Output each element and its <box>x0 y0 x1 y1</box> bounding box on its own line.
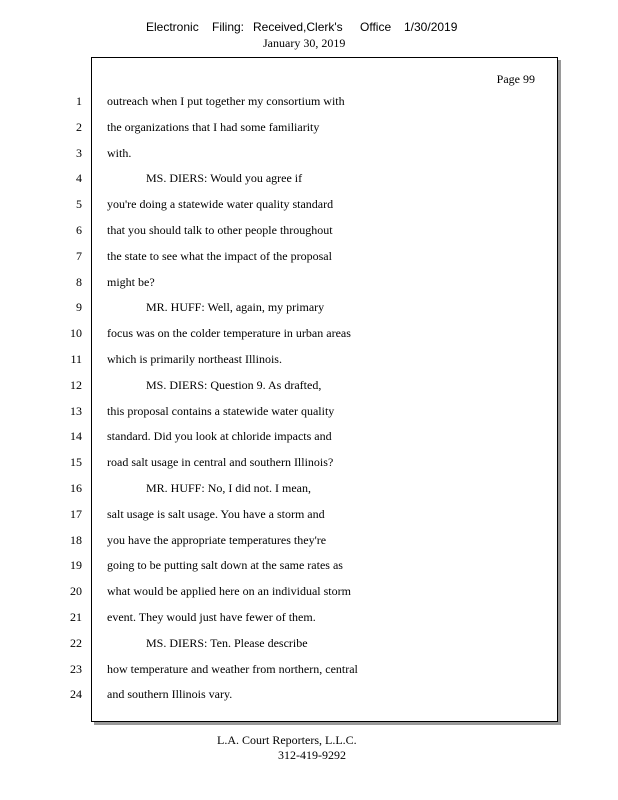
line-number: 11 <box>70 352 82 366</box>
transcript-line <box>0 685 618 703</box>
line-text: MS. DIERS: Would you agree if <box>146 171 303 186</box>
line-number: 23 <box>70 661 82 676</box>
filing-word-filing: Filing: <box>212 20 245 34</box>
line-number: 2 <box>76 119 82 134</box>
line-text: focus was on the colder temperature in urban areas <box>107 326 351 341</box>
reporter-phone: 312-419-9292 <box>278 748 346 762</box>
line-text: which is primarily northeast Illinois. <box>107 352 282 366</box>
line-number: 17 <box>70 506 82 521</box>
transcript-line <box>0 582 618 600</box>
line-text: you have the appropriate temperatures they're <box>107 532 327 547</box>
filing-word-electronic: Electronic <box>146 20 199 34</box>
transcript-line <box>0 479 618 497</box>
line-number: 22 <box>70 635 82 650</box>
line-text: MS. DIERS: Ten. Please describe <box>146 635 308 650</box>
transcript-line <box>0 660 618 678</box>
line-text: what would be applied here on an individual storm <box>107 584 351 599</box>
line-number: 8 <box>76 274 82 289</box>
line-text: standard. Did you look at chloride impacts and <box>107 429 332 444</box>
line-text: might be? <box>107 274 155 289</box>
line-number: 6 <box>76 223 82 237</box>
transcript-line <box>0 118 618 136</box>
line-number: 12 <box>70 377 82 392</box>
transcript-line <box>0 556 618 574</box>
header-date: January 30, 2019 <box>263 36 346 50</box>
line-text: salt usage is salt usage. You have a storm and <box>107 506 325 521</box>
line-number: 5 <box>76 197 82 212</box>
line-text: road salt usage in central and southern Illinois? <box>107 455 334 470</box>
transcript-line <box>0 195 618 213</box>
filing-word-received: Received,Clerk's <box>253 20 343 34</box>
transcript-line <box>0 531 618 549</box>
transcript-line <box>0 298 618 316</box>
transcript-line <box>0 144 618 162</box>
line-text: going to be putting salt down at the same rates as <box>107 558 343 573</box>
line-text: outreach when I put together my consortium with <box>107 94 345 108</box>
transcript-line <box>0 324 618 342</box>
line-text: event. They would just have fewer of them. <box>107 610 316 624</box>
line-text: and southern Illinois vary. <box>107 687 233 702</box>
line-number: 21 <box>70 610 82 624</box>
line-number: 20 <box>70 584 82 599</box>
line-number: 14 <box>70 429 82 444</box>
transcript-line <box>0 453 618 471</box>
line-text: that you should talk to other people throughout <box>107 223 333 237</box>
line-number: 9 <box>76 300 82 315</box>
line-text: the organizations that I had some familiarity <box>107 119 320 134</box>
line-number: 16 <box>70 481 82 495</box>
line-text: this proposal contains a statewide water quality <box>107 403 335 418</box>
line-number: 24 <box>70 687 82 702</box>
line-text: with. <box>107 145 132 160</box>
transcript-line <box>0 634 618 652</box>
filing-word-office: Office <box>360 20 392 34</box>
line-number: 7 <box>76 248 82 263</box>
page-number: Page 99 <box>496 72 535 86</box>
transcript-line <box>0 505 618 523</box>
transcript-line <box>0 427 618 445</box>
transcript-line <box>0 376 618 394</box>
line-text: you're doing a statewide water quality standard <box>107 197 334 212</box>
transcript-line <box>0 221 618 239</box>
line-number: 18 <box>70 532 82 547</box>
line-text: the state to see what the impact of the proposal <box>107 248 332 263</box>
line-number: 15 <box>70 455 82 470</box>
line-text: MR. HUFF: Well, again, my primary <box>146 300 325 315</box>
transcript-line <box>0 350 618 368</box>
transcript-line <box>0 608 618 626</box>
reporter-firm: L.A. Court Reporters, L.L.C. <box>217 733 357 747</box>
filing-date-stamp: 1/30/2019 <box>404 20 458 34</box>
transcript-line <box>0 247 618 265</box>
line-number: 10 <box>70 326 82 341</box>
line-number: 1 <box>76 94 82 108</box>
line-text: how temperature and weather from northern, central <box>107 661 358 676</box>
line-number: 13 <box>70 403 82 418</box>
transcript-line <box>0 402 618 420</box>
line-text: MR. HUFF: No, I did not. I mean, <box>146 481 311 495</box>
line-number: 19 <box>70 558 82 573</box>
transcript-line <box>0 273 618 291</box>
line-number: 3 <box>76 145 82 160</box>
transcript-line <box>0 169 618 187</box>
transcript-line <box>0 92 618 110</box>
line-number: 4 <box>76 171 82 186</box>
line-text: MS. DIERS: Question 9. As drafted, <box>146 377 322 392</box>
